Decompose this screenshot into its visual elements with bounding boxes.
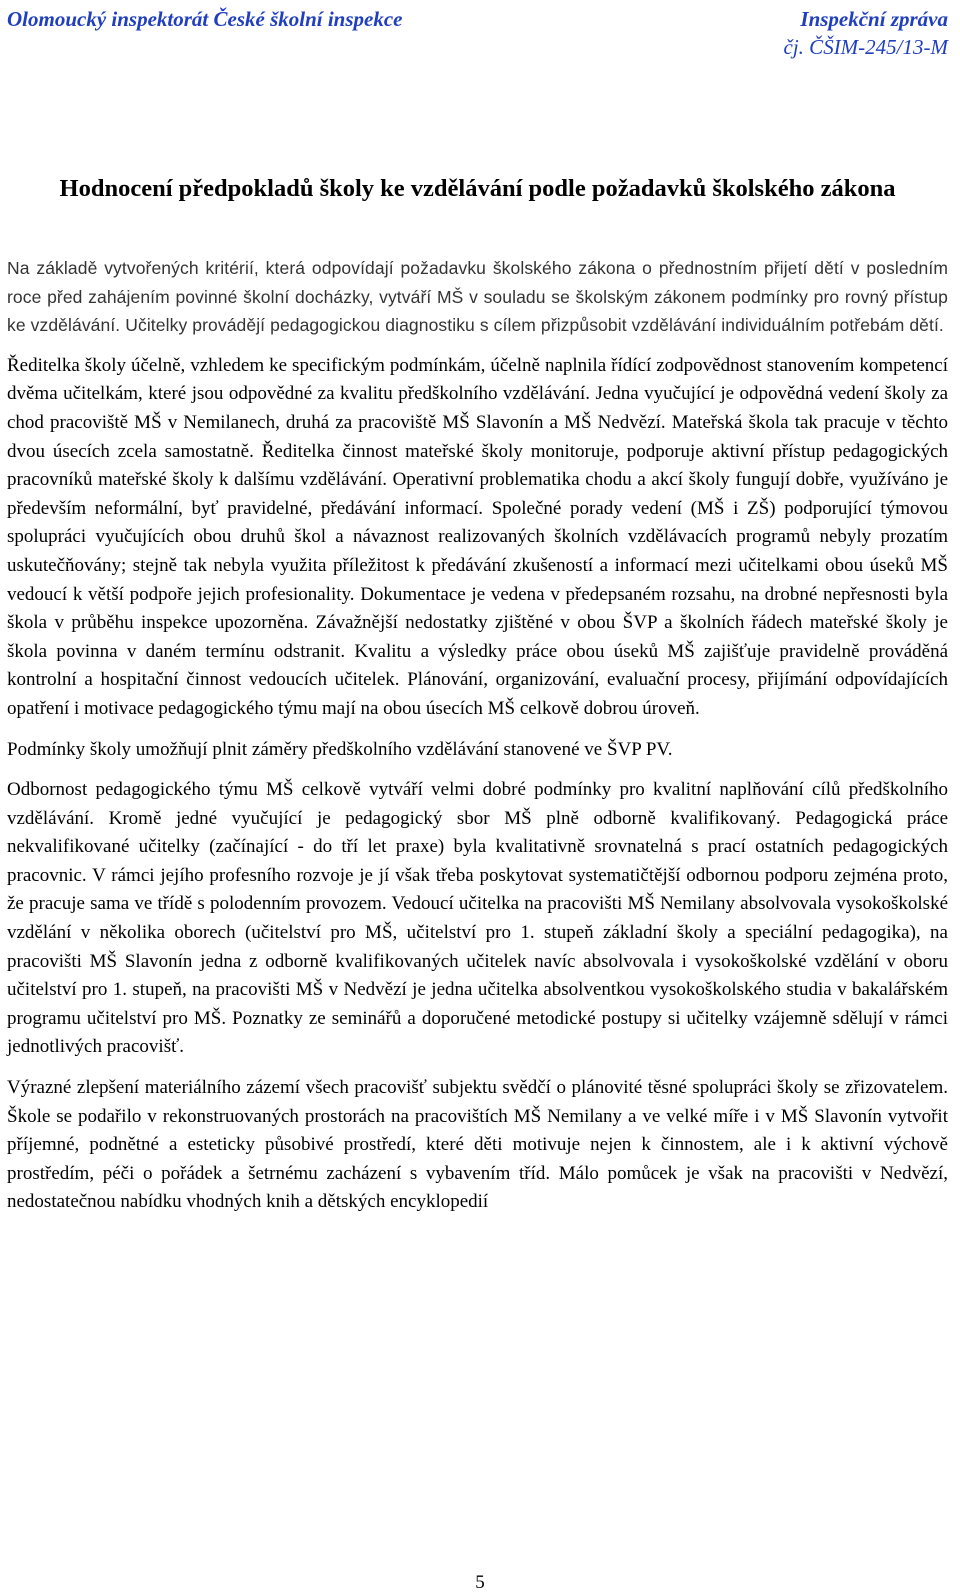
page-number: 5 (475, 1572, 485, 1593)
header-report-info (784, 5, 948, 61)
paragraph-admission: Na základě vytvořených kritérií, která odpovídají požadavku školského zákona o přednostním přijetí dětí v posledním roce před zahájením povinné školní docházky, vytváří MŠ v souladu se školským zákonem podmínky pro rovný přístup ke vzdělávání. Učitelky provádějí pedagogickou diagnostiku s cílem přizpůsobit vzdělávání individuálním potřebám dětí. (7, 258, 948, 336)
header-reference-number: čj. ČŠIM-245/13-M (783, 35, 948, 59)
document-body (7, 254, 948, 1229)
header-inspectorate-name: Olomoucký inspektorát České školní inspekce (7, 7, 403, 31)
paragraph-management: Ředitelka školy účelně, vzhledem ke specifickým podmínkám, účelně naplnila řídící zodpovědnost stanovením kompetencí dvěma učitelkám, které jsou odpovědné za kvalitu předškolního vzdělávání. Jedna vyučující je odpovědná vedení školy za chod pracoviště MŠ v Nemilanech, druhá za pracoviště MŠ Slavonín a MŠ Nedvězí. Mateřská škola tak pracuje v těchto dvou úsecích zcela samostatně. Ředitelka činnost mateřské školy monitoruje, podporuje aktivní přístup pedagogických pracovníků mateřské školy k dalšímu vzdělávání. Operativní problematika chodu a akcí školy fungují dobře, využíváno je především neformální, byť pravidelné, předávání informací. Společné porady vedení (MŠ i ZŠ) podporující týmovou spolupráci vyučujících obou druhů škol a návaznost realizovaných školních vzdělávacích programů nebyly prozatím uskutečňovány; stejně tak nebyla využita příležitost k předávání zkušeností a informací mezi učitelkami obou úseků MŠ vedoucí k větší podpoře jejich profesionality. Dokumentace je vedena v předepsaném rozsahu, na drobné nepřesnosti byla škola v průběhu inspekce upozorněna. Závažnější nedostatky zjištěné v obou ŠVP a školních řádech mateřské školy je škola povinna v daném termínu odstranit. Kvalitu a výsledky práce obou úseků MŠ zajišťuje pravidelně prováděná kontrolní a hospitační činnost vedoucích učitelek. Plánování, organizování, evaluační procesy, přijímání odpovídajících opatření i motivace pedagogického týmu mají na obou úsecích MŠ celkově dobrou úroveň. (7, 354, 948, 719)
paragraph-conditions: Podmínky školy umožňují plnit záměry předškolního vzdělávání stanovené ve ŠVP PV. (7, 738, 673, 760)
paragraph-expertise: Odbornost pedagogického týmu MŠ celkově vytváří velmi dobré podmínky pro kvalitní naplňování cílů předškolního vzdělávání. Kromě jedné vyučující je pedagogický sbor MŠ plně odborně kvalifikovaný. Pedagogická práce nekvalifikované učitelky (začínající - do tří let praxe) byla kvalitativně srovnatelná s prací ostatních pedagogických pracovnic. V rámci jejího profesního rozvoje je jí však třeba poskytovat systematičtější odbornou podporu zejména proto, že pracuje sama ve třídě s polodenním provozem. Vedoucí učitelka na pracovišti MŠ Nemilany absolvovala vysokoškolské vzdělání v několika oborech (učitelství pro MŠ, učitelství pro 1. stupeň základní školy a speciální pedagogika), na pracovišti MŠ Slavonín jedna z odborně kvalifikovaných učitelek navíc absolvovala i vysokoškolské vzdělání v oboru učitelství pro 1. stupeň, na pracovišti MŠ v Nedvězí je jedna učitelka absolventkou vysokoškolského studia v bakalářském programu učitelství pro MŠ. Poznatky ze seminářů a doporučené metodické postupy si učitelky vzájemně sdělují v rámci jednotlivých pracovišť. (7, 779, 948, 1058)
section-title: Hodnocení předpokladů školy ke vzdělávání podle požadavků školského zákona (59, 175, 896, 202)
header-report-title: Inspekční zpráva (800, 7, 948, 31)
paragraph-material: Výrazné zlepšení materiálního zázemí všech pracovišť subjektu svědčí o plánovité těsné spolupráci školy se zřizovatelem. Škole se podařilo v rekonstruovaných prostorách na pracovištích MŠ Nemilany a ve velké míře i v MŠ Slavonín vytvořit příjemné, podnětné a esteticky působivé prostředí, které děti motivuje nejen k činnostem, ale i k aktivní výchově prostředím, péči o pořádek a šetrnému zacházení s vybavením tříd. Málo pomůcek je však na pracovišti v Nedvězí, nedostatečnou nabídku vhodných knih a dětských encyklopedií (7, 1077, 948, 1213)
